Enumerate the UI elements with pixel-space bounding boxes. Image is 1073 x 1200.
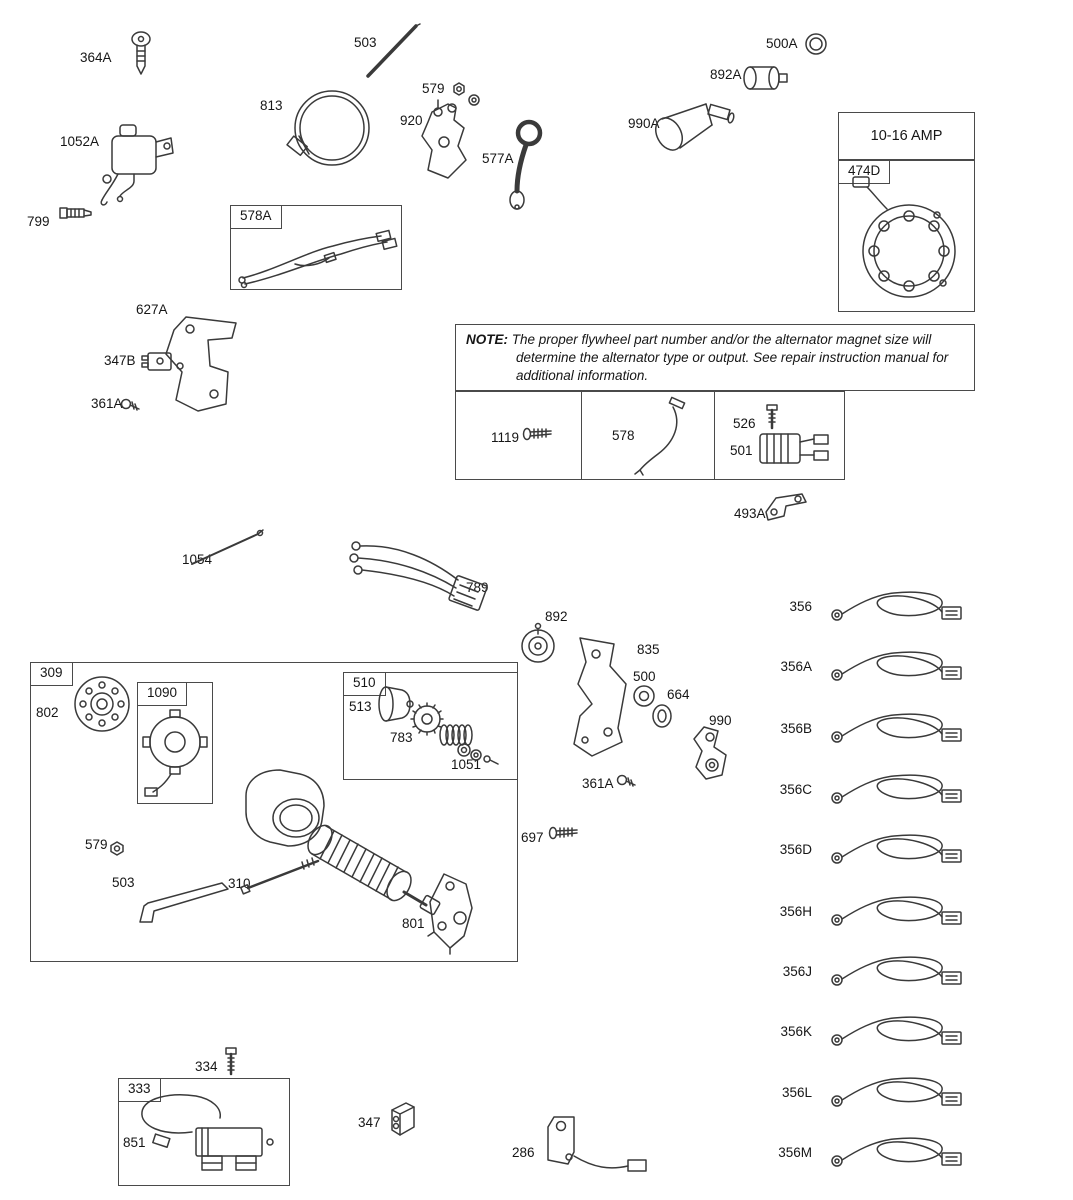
callout-578: 578 (612, 428, 635, 443)
part-356L-wire-harness (828, 1071, 968, 1121)
part-1052A-solenoid (92, 118, 184, 210)
callout-835: 835 (637, 642, 660, 657)
part-503-strap-mid (134, 878, 234, 926)
callout-813: 813 (260, 98, 283, 113)
part-286-bracket-wire (540, 1112, 662, 1184)
part-356M-wire-harness (828, 1131, 968, 1181)
note-prefix: NOTE: (466, 332, 508, 347)
part-1119-screw (522, 425, 554, 443)
part-356B-wire-harness (828, 707, 968, 757)
note-text (466, 331, 964, 386)
part-334-screw (222, 1046, 240, 1078)
callout-310: 310 (228, 876, 251, 891)
parts-table (455, 391, 845, 480)
callout-1054: 1054 (182, 552, 213, 567)
part-474D-stator (849, 173, 967, 309)
callout-361A-top: 361A (91, 396, 123, 411)
callout-334: 334 (195, 1059, 218, 1074)
part-813-clamp (285, 84, 373, 176)
part-493A-bracket (762, 490, 810, 522)
part-577A-handle (498, 118, 550, 218)
part-990-bracket (684, 722, 738, 784)
callout-664: 664 (667, 687, 690, 702)
callout-783: 783 (390, 730, 413, 745)
callout-1119: 1119 (491, 430, 520, 445)
part-361A-screw-top (120, 396, 142, 416)
part-500A-oring (802, 30, 830, 58)
part-799-bolt (58, 202, 94, 224)
callout-356H: 356H (779, 904, 812, 919)
part-356K-wire-harness (828, 1010, 968, 1060)
callout-503-mid: 503 (112, 875, 135, 890)
group-box-578A (230, 205, 402, 290)
callout-356A: 356A (780, 659, 812, 674)
part-356D-wire-harness (828, 828, 968, 878)
part-990A-horn (652, 92, 738, 156)
part-356A-wire-harness (828, 645, 968, 695)
callout-361A-mid: 361A (582, 776, 614, 791)
part-503-rod-top (360, 22, 422, 82)
group-box-333-label: 333 (118, 1078, 161, 1102)
callout-356: 356 (789, 599, 812, 614)
callout-356M: 356M (778, 1145, 812, 1160)
callout-356L: 356L (781, 1085, 812, 1100)
callout-356K: 356K (780, 1024, 812, 1039)
callout-513: 513 (349, 699, 372, 714)
part-920-bracket (408, 98, 480, 186)
group-box-474D-label: 474D (838, 160, 890, 184)
callout-851: 851 (123, 1135, 146, 1150)
group-box-474D (838, 160, 975, 312)
callout-347B: 347B (104, 353, 136, 368)
callout-802: 802 (36, 705, 59, 720)
group-box-510-label: 510 (343, 672, 386, 696)
callout-1052A: 1052A (60, 134, 100, 149)
part-1090-stator (141, 706, 209, 800)
part-578-wire (630, 398, 692, 476)
callout-579-mid: 579 (85, 837, 108, 852)
callout-892A: 892A (710, 67, 742, 82)
callout-347: 347 (358, 1115, 381, 1130)
callout-799: 799 (27, 214, 50, 229)
callout-500A: 500A (766, 36, 798, 51)
part-851-clip (153, 1134, 170, 1147)
callout-577A: 577A (482, 151, 514, 166)
group-box-1090-label: 1090 (137, 682, 187, 706)
part-356H-wire-harness (828, 890, 968, 940)
callout-501: 501 (730, 443, 753, 458)
callout-356J: 356J (782, 964, 812, 979)
callout-1051: 1051 (451, 757, 482, 772)
callout-286: 286 (512, 1145, 535, 1160)
callout-526: 526 (733, 416, 756, 431)
table-divider-1 (581, 392, 582, 479)
callout-493A: 493A (734, 506, 766, 521)
part-347B-switch (140, 346, 178, 376)
part-789-wire-harness (348, 538, 500, 626)
callout-356C: 356C (779, 782, 812, 797)
part-347-block (384, 1098, 420, 1140)
part-801-end-cap (420, 870, 482, 954)
callout-356B: 356B (780, 721, 812, 736)
callout-356D: 356D (779, 842, 812, 857)
callout-920: 920 (400, 113, 423, 128)
part-1051-retainer-washers (456, 740, 500, 768)
callout-990: 990 (709, 713, 732, 728)
part-364A-key-switch (124, 30, 158, 78)
callout-500: 500 (633, 669, 656, 684)
amp-rating-label: 10-16 AMP (870, 128, 943, 144)
part-664-grommet (646, 700, 678, 732)
callout-990A: 990A (628, 116, 660, 131)
group-box-578A-label: 578A (230, 205, 282, 229)
callout-801: 801 (402, 916, 425, 931)
part-1054-pin (188, 526, 266, 568)
part-892A-key-cylinder (740, 62, 790, 94)
part-356J-wire-harness (828, 950, 968, 1000)
part-333-ignition-coil (126, 1090, 286, 1182)
part-697-screw (548, 824, 580, 842)
group-box-309-label: 309 (30, 662, 73, 686)
part-501-regulator (756, 425, 832, 473)
amp-rating-box (838, 112, 975, 160)
note-body: The proper flywheel part number and/or the alternator magnet size will determine the alternator type or output. See repair instruction manual for additional information. (511, 332, 949, 384)
part-361A-screw-mid (616, 772, 638, 792)
callout-789: 789 (466, 580, 489, 595)
part-579-nut-mid (108, 840, 126, 856)
part-578A-wire-harness (235, 230, 397, 288)
callout-364A: 364A (80, 50, 112, 65)
part-802-disc (70, 672, 134, 736)
callout-627A: 627A (136, 302, 168, 317)
callout-697: 697 (521, 830, 544, 845)
note-box (455, 324, 975, 391)
callout-892: 892 (545, 609, 568, 624)
callout-579-top: 579 (422, 81, 445, 96)
callout-503-top: 503 (354, 35, 377, 50)
part-356-wire-harness (828, 585, 968, 635)
table-divider-2 (714, 392, 715, 479)
part-356C-wire-harness (828, 768, 968, 818)
